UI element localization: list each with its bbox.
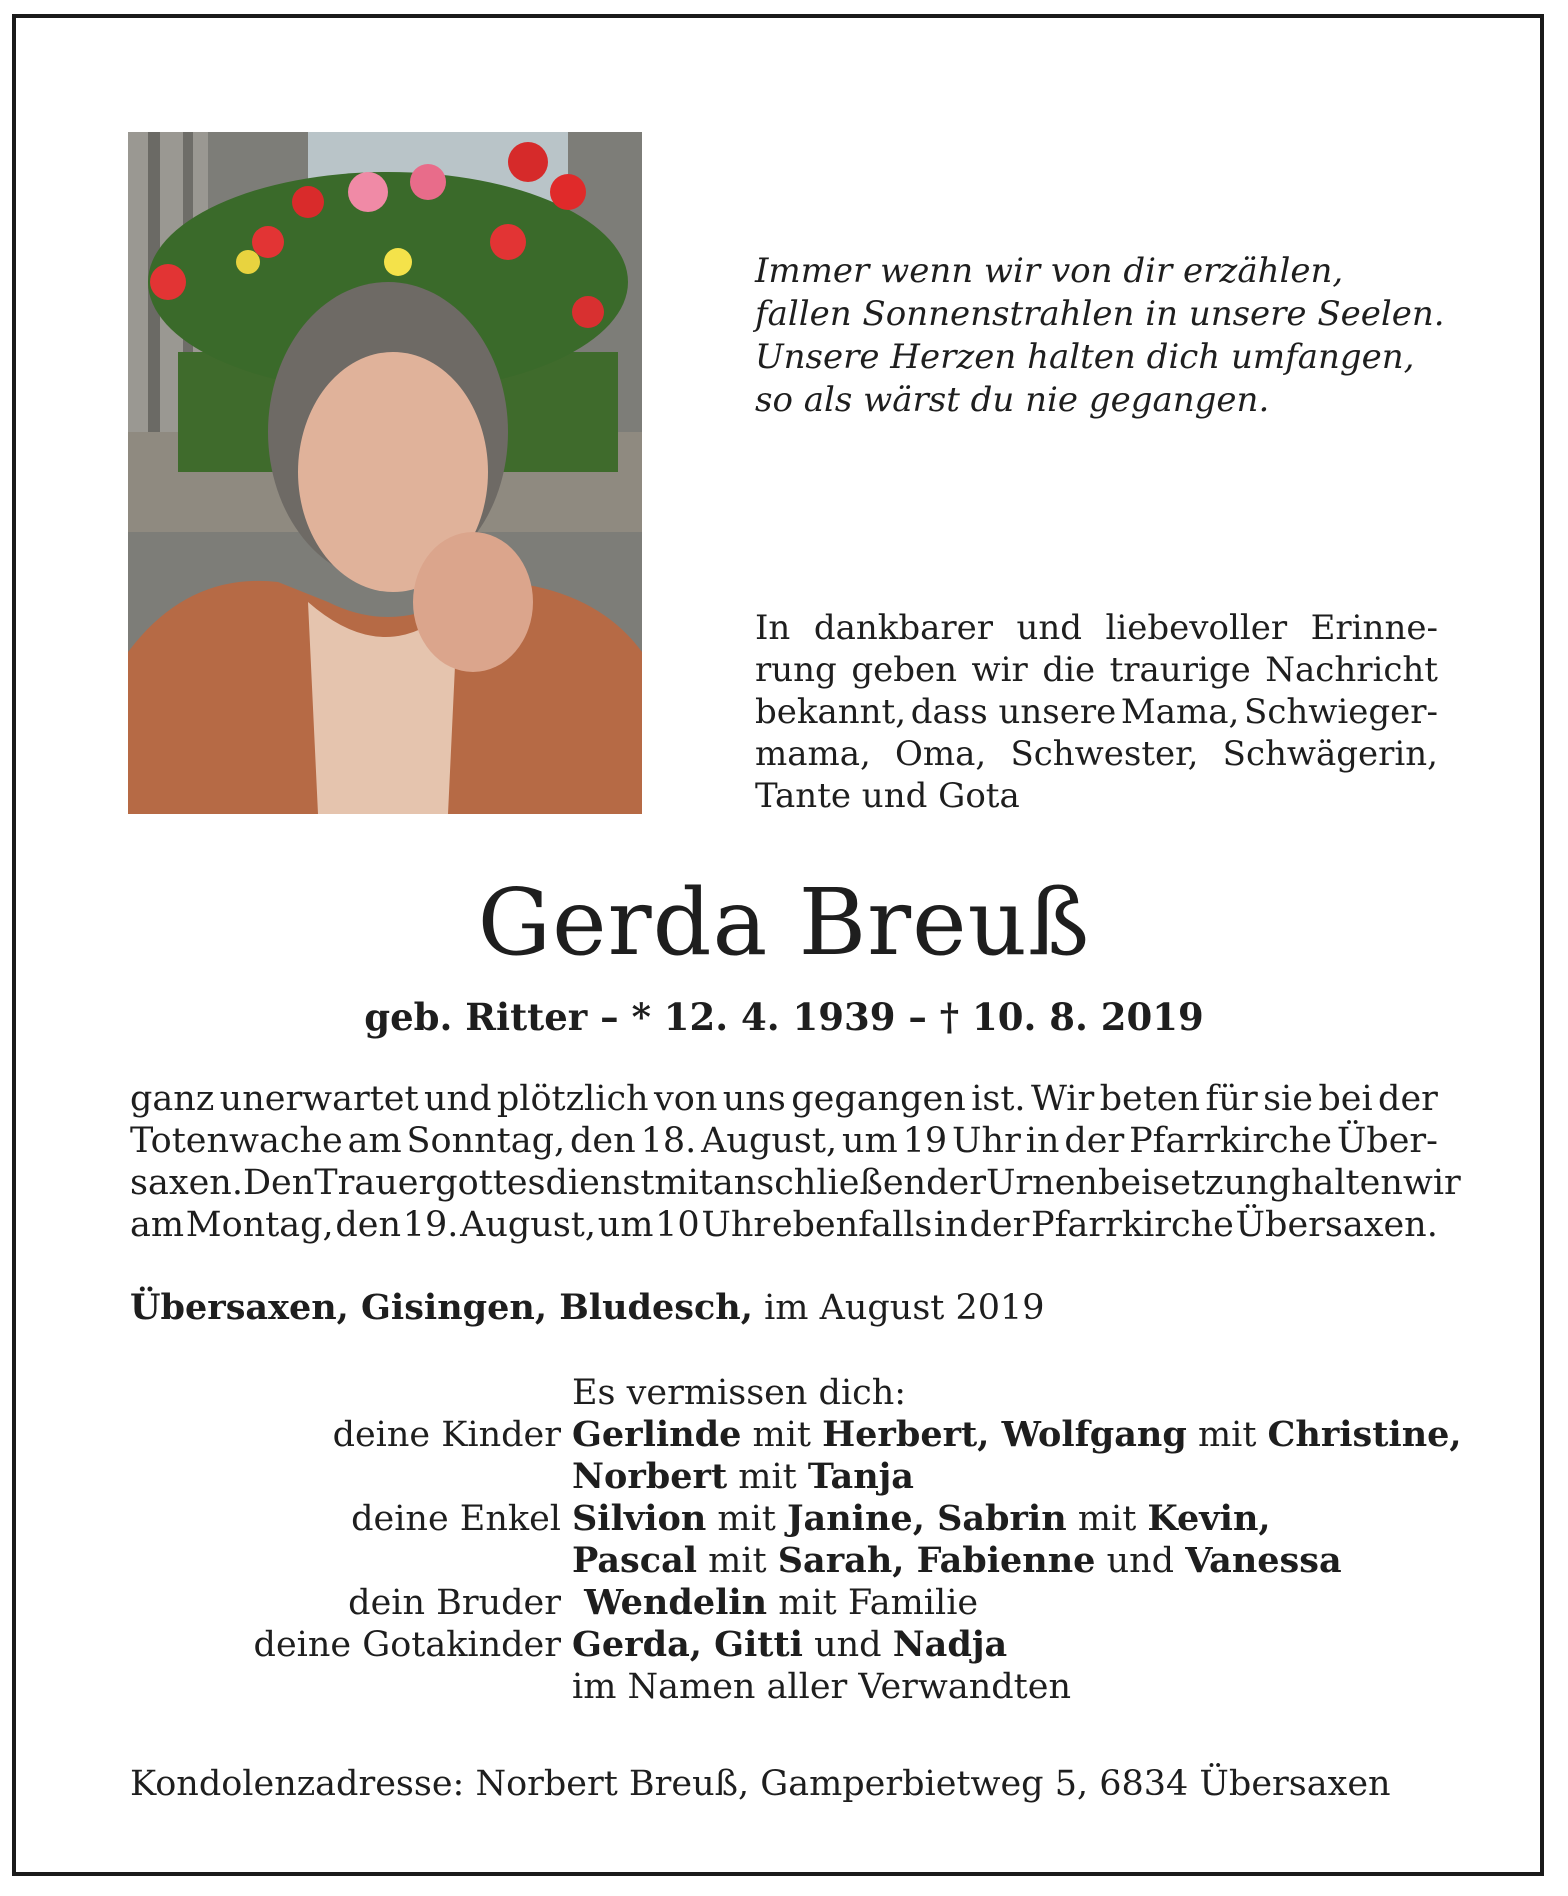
portrait-photo: [128, 132, 642, 814]
word: Den: [242, 1163, 315, 1203]
intro-line: [755, 691, 1438, 733]
condolence-address: Kondolenzadresse: Norbert Breuß, Gamperbietweg 5, 6834 Übersaxen: [130, 1764, 1391, 1804]
relative-name: Sarah, Fabienne: [777, 1540, 1096, 1581]
connector-text: mit: [1066, 1499, 1148, 1539]
relative-name: Gerda, Gitti: [572, 1624, 803, 1665]
places: Übersaxen, Gisingen, Bludesch,: [130, 1287, 753, 1328]
word: Totenwache: [130, 1121, 343, 1161]
word: 19.: [402, 1205, 459, 1245]
word: Urnenbeisetzung: [985, 1163, 1291, 1203]
word: den: [570, 1121, 636, 1161]
word: in: [1025, 1121, 1060, 1161]
connector-text: und: [802, 1625, 893, 1665]
word: von: [653, 1079, 718, 1119]
word: Trauergottesdienst: [314, 1163, 655, 1203]
word: ganz: [130, 1079, 215, 1119]
word: Uhr: [952, 1121, 1021, 1161]
body-line: [130, 1078, 1438, 1120]
word: uns: [722, 1079, 786, 1119]
word: August,: [460, 1205, 596, 1245]
intro-line: [755, 733, 1438, 775]
connector-text: mit Familie: [767, 1583, 979, 1623]
place-and-date: [130, 1286, 1430, 1330]
word: Schwieger-: [1244, 692, 1438, 732]
word: dankbarer: [813, 608, 994, 648]
connector-text: mit: [706, 1499, 787, 1539]
relative-names: [572, 1540, 1342, 1582]
connector-text: mit: [741, 1415, 823, 1455]
word: für: [1205, 1079, 1258, 1119]
word: bei: [1318, 1079, 1373, 1119]
word: 18.: [640, 1121, 697, 1161]
relative-name: Pascal: [572, 1540, 698, 1581]
word: liebevoller: [1105, 608, 1288, 648]
relation-label: deine Enkel: [351, 1499, 561, 1539]
word: dass unsere: [910, 692, 1117, 732]
word: 10: [655, 1205, 700, 1245]
intro-line: [755, 649, 1438, 691]
relation-label: deine Kinder: [332, 1415, 561, 1455]
relative-names: [572, 1498, 1271, 1540]
relative-name: Silvion: [572, 1498, 707, 1539]
intro-paragraph: [755, 607, 1438, 817]
word: plötzlich: [496, 1079, 649, 1119]
relative-name: Janine, Sabrin: [787, 1498, 1067, 1539]
intro-line: [755, 775, 1438, 817]
connector-text: mit: [727, 1457, 808, 1497]
word: saxen.: [130, 1163, 243, 1203]
word: Übersaxen.: [1235, 1205, 1438, 1245]
body-line: [130, 1204, 1438, 1246]
word: halten: [1290, 1163, 1403, 1203]
word: und: [1016, 608, 1083, 648]
word: gegangen: [791, 1079, 966, 1119]
word: Nachricht: [1265, 650, 1438, 690]
relative-name: Vanessa: [1185, 1540, 1342, 1581]
word: rung: [755, 650, 837, 690]
word: Pfarrkirche: [1031, 1205, 1234, 1245]
relative-names: [572, 1624, 1007, 1666]
verse-line: Immer wenn wir von dir erzählen,: [755, 251, 1344, 291]
word: Über-: [1336, 1121, 1438, 1161]
date-text: im August 2019: [752, 1288, 1045, 1328]
verse-line: so als wärst du nie gegangen.: [755, 380, 1270, 420]
word: sie: [1263, 1079, 1313, 1119]
relation-label: dein Bruder: [348, 1583, 561, 1623]
word: Schwägerin,: [1222, 734, 1438, 774]
word: der: [1378, 1079, 1438, 1119]
verse-line: fallen Sonnenstrahlen in unsere Seelen.: [755, 294, 1445, 334]
word: anschließender: [712, 1163, 986, 1203]
survivor-row: [0, 1582, 1568, 1624]
connector-text: im Namen aller Verwandten: [572, 1667, 1071, 1707]
word: in: [934, 1205, 968, 1245]
memorial-verse: [755, 250, 1475, 422]
relative-name: Herbert, Wolfgang: [822, 1414, 1187, 1455]
relative-name: Wendelin: [572, 1582, 768, 1623]
relative-names: [572, 1414, 1462, 1456]
relation-label: deine Gotakinder: [253, 1625, 561, 1665]
word: Oma,: [895, 734, 987, 774]
word: wir: [971, 650, 1028, 690]
relative-name: Kevin,: [1147, 1498, 1271, 1539]
survivor-row: [0, 1666, 1568, 1708]
word: geben: [851, 650, 958, 690]
survivors-heading: Es vermissen dich:: [572, 1373, 907, 1413]
relative-names: [572, 1582, 978, 1624]
word: bekannt,: [755, 692, 907, 732]
word: Mama,: [1120, 692, 1240, 732]
word: 19: [902, 1121, 948, 1161]
body-line: [130, 1120, 1438, 1162]
survivor-row: [0, 1456, 1568, 1498]
word: beten: [1099, 1079, 1201, 1119]
relative-name: Nadja: [892, 1624, 1008, 1665]
survivor-row: [0, 1540, 1568, 1582]
word: um: [597, 1205, 654, 1245]
word: ist.: [971, 1079, 1026, 1119]
intro-line: [755, 607, 1438, 649]
verse-line: Unsere Herzen halten dich umfangen,: [755, 337, 1415, 377]
relative-name: Norbert: [572, 1456, 728, 1497]
survivor-row: [0, 1498, 1568, 1540]
word: Pfarrkirche: [1129, 1121, 1332, 1161]
word: Tante und Gota: [755, 776, 1020, 816]
word: Montag,: [185, 1205, 334, 1245]
relative-name: Gerlinde: [572, 1414, 742, 1455]
word: die: [1042, 650, 1096, 690]
word: mama,: [755, 734, 871, 774]
word: Uhr: [701, 1205, 771, 1245]
word: Schwester,: [1010, 734, 1199, 774]
word: wir: [1402, 1163, 1461, 1203]
deceased-name: Gerda Breuß: [477, 869, 1091, 976]
word: traurige: [1109, 650, 1251, 690]
survivors-heading-row: [0, 1372, 1568, 1414]
word: August,: [701, 1121, 838, 1161]
relative-name: Tanja: [807, 1456, 914, 1497]
survivor-row: [0, 1414, 1568, 1456]
life-dates: geb. Ritter – * 12. 4. 1939 – † 10. 8. 2019: [364, 995, 1204, 1039]
connector-text: mit: [697, 1541, 778, 1581]
word: Wir: [1030, 1079, 1095, 1119]
relative-names: [572, 1666, 1071, 1708]
word: Erinne-: [1310, 608, 1438, 648]
word: unerwartet: [219, 1079, 419, 1119]
funeral-details: [130, 1078, 1461, 1246]
relative-name: Christine,: [1267, 1414, 1462, 1455]
word: mit: [654, 1163, 713, 1203]
word: In: [755, 608, 791, 648]
relative-names: [572, 1456, 914, 1498]
word: um: [841, 1121, 898, 1161]
word: Sonntag,: [406, 1121, 566, 1161]
connector-text: und: [1095, 1541, 1186, 1581]
word: am: [347, 1121, 402, 1161]
word: der: [969, 1205, 1030, 1245]
connector-text: mit: [1186, 1415, 1268, 1455]
survivor-row: [0, 1624, 1568, 1666]
body-line: [130, 1162, 1461, 1204]
word: den: [335, 1205, 402, 1245]
word: ebenfalls: [771, 1205, 933, 1245]
word: am: [130, 1205, 185, 1245]
word: und: [423, 1079, 492, 1119]
word: der: [1064, 1121, 1125, 1161]
